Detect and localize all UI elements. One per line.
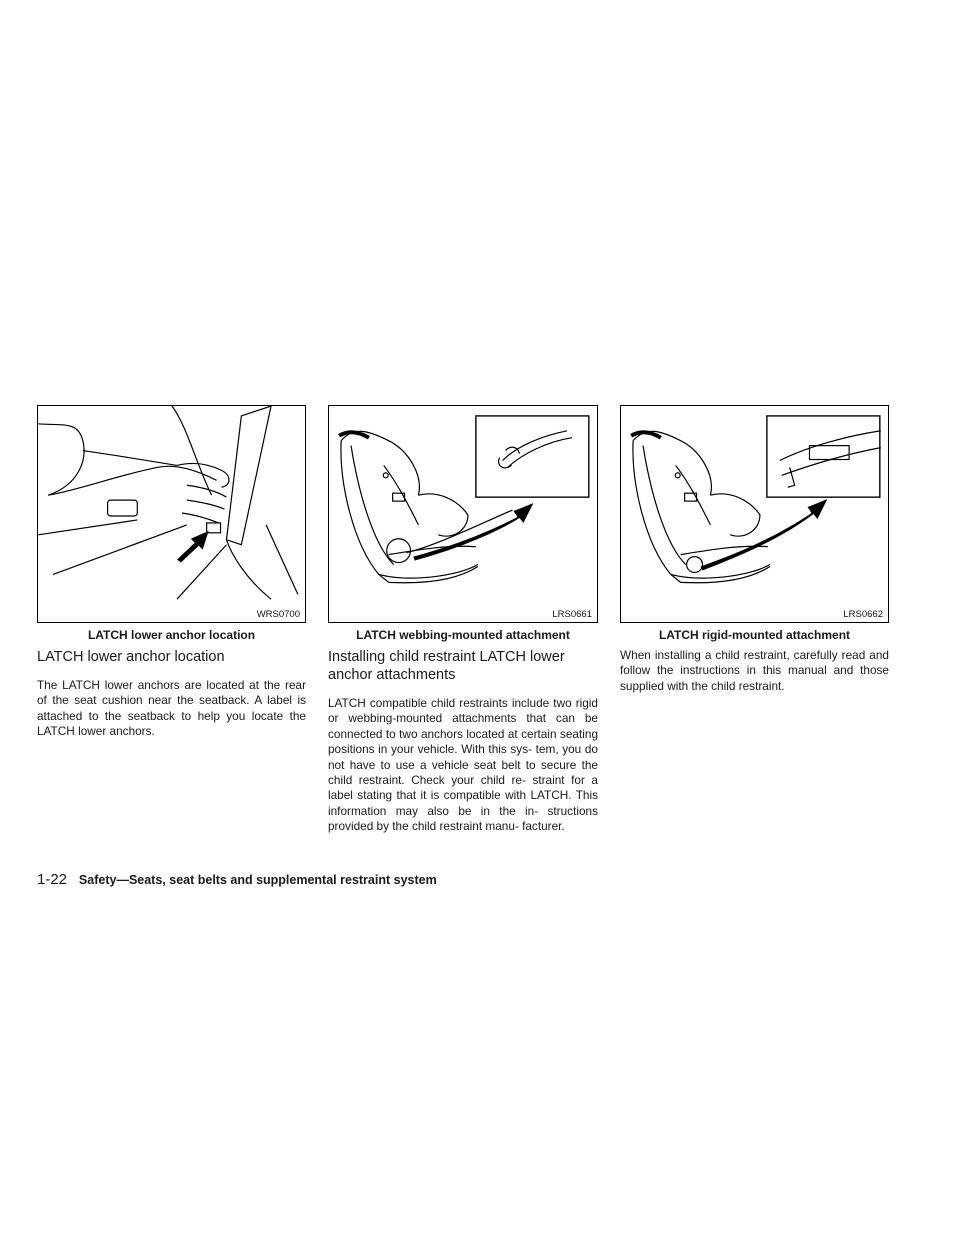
column-1 [37, 405, 306, 740]
figure-webbing-mounted [328, 405, 598, 623]
figure-code: WRS0700 [256, 609, 300, 620]
section-body: The LATCH lower anchors are located at the rear of the seat cushion near the seatback. A label is attached to the seatback to help you locate the LATCH lower anchors. [37, 678, 306, 739]
section-heading: Installing child restraint LATCH lower anchor attachments [328, 649, 565, 683]
lower-anchor-illustration [38, 406, 305, 622]
page-footer [37, 871, 437, 888]
figure-code: LRS0661 [552, 609, 592, 620]
column-3 [620, 405, 889, 694]
footer-section-title: Safety—Seats, seat belts and supplemental restraint system [78, 873, 437, 887]
figure-caption: LATCH rigid-mounted attachment [658, 628, 851, 642]
figure-lower-anchor-location [37, 405, 306, 623]
page-number: 1-22 [37, 871, 68, 888]
section-body: When installing a child restraint, carefully read and follow the instructions in this manual and those supplied with the child restraint. [620, 648, 889, 693]
webbing-mounted-illustration [329, 406, 597, 622]
figure-code: LRS0662 [843, 609, 883, 620]
figure-rigid-mounted [620, 405, 889, 623]
rigid-mounted-illustration [621, 406, 888, 622]
figure-caption: LATCH webbing-mounted attachment [356, 628, 570, 642]
section-heading: LATCH lower anchor location [37, 649, 225, 665]
figure-caption: LATCH lower anchor location [87, 628, 256, 642]
section-body: LATCH compatible child restraints include two rigid or webbing-mounted attachments that can be connected to two anchors located at certain seating positions in your vehicle. With this sys- tem, you do not have to use a vehicle seat belt to secure the child restraint. Check your child re- straint for a label stating that it is compatible with LATCH. This information may also be in the in- structions provided by the child restraint manu- facturer. [328, 696, 598, 834]
column-2 [328, 405, 598, 835]
